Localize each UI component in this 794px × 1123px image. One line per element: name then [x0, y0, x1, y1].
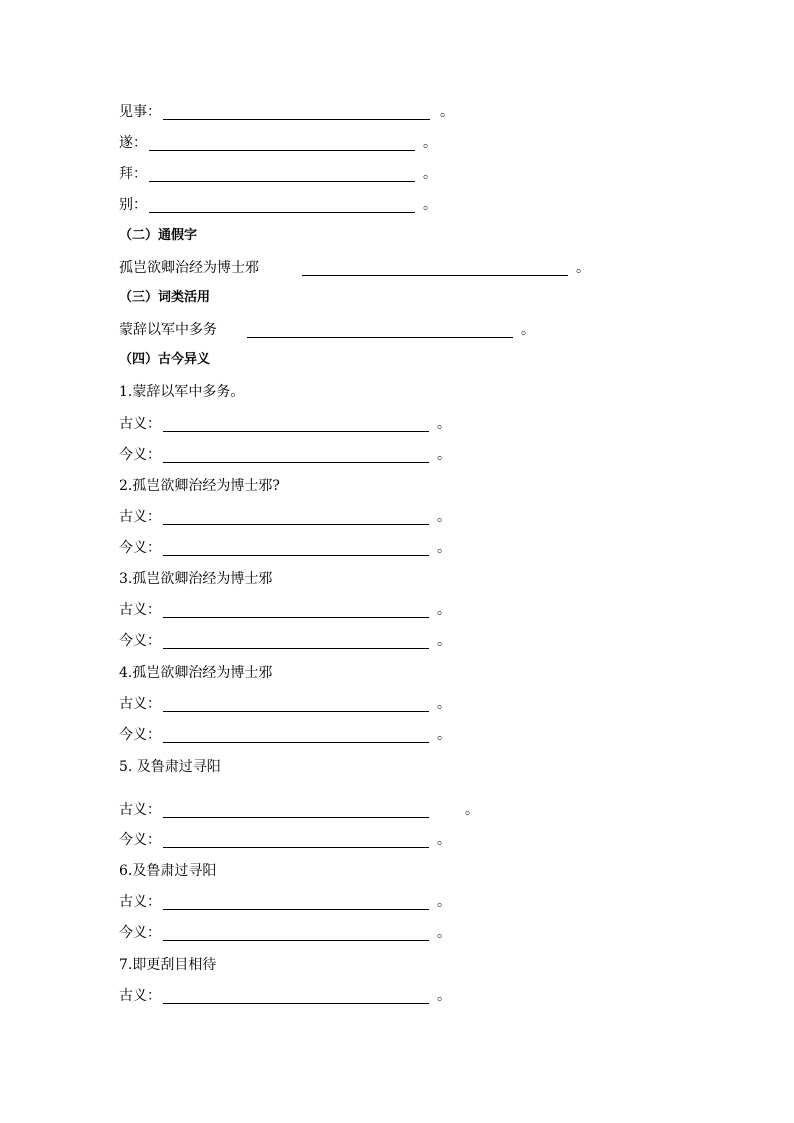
- answer-blank[interactable]: [149, 198, 415, 213]
- item-sentence: 3.孤岂欲卿治经为博士邪: [119, 571, 273, 587]
- period: 。: [521, 322, 535, 338]
- gu-label: 古义：: [119, 602, 161, 618]
- jin-label: 今义：: [119, 832, 161, 848]
- gu-label: 古义：: [119, 894, 161, 910]
- section-title: （二）通假字: [119, 228, 198, 243]
- answer-blank[interactable]: [163, 697, 429, 712]
- answer-blank[interactable]: [163, 728, 429, 743]
- period: 。: [437, 602, 451, 618]
- gujin-jin-row: [119, 923, 451, 943]
- section-title: （四）古今异义: [119, 352, 211, 367]
- item-sentence: 5. 及鲁肃过寻阳: [119, 759, 221, 775]
- gujin-item-title: [119, 861, 216, 881]
- item-sentence: 4.孤岂欲卿治经为博士邪: [119, 665, 273, 681]
- jin-label: 今义：: [119, 633, 161, 649]
- period: 。: [423, 166, 437, 182]
- period: 。: [440, 104, 454, 120]
- shici-row-sui: [119, 133, 437, 153]
- gu-label: 古义：: [119, 802, 161, 818]
- period: 。: [437, 832, 451, 848]
- period: 。: [576, 260, 590, 276]
- item-sentence: 1.蒙辞以军中多务。: [119, 384, 245, 400]
- period: 。: [437, 416, 451, 432]
- section-heading-gujin: [119, 350, 210, 370]
- shici-row-bie: [119, 195, 437, 215]
- term-label: 见事：: [119, 104, 161, 120]
- jin-label: 今义：: [119, 540, 161, 556]
- section-heading-cilei: [119, 288, 210, 308]
- term-label: 别：: [119, 197, 147, 213]
- answer-blank[interactable]: [149, 167, 415, 182]
- term-label: 遂：: [119, 135, 147, 151]
- period: 。: [437, 894, 451, 910]
- gujin-jin-row: [119, 538, 451, 558]
- item-sentence: 6.及鲁肃过寻阳: [119, 863, 217, 879]
- period: 。: [423, 197, 437, 213]
- gujin-gu-row: [119, 694, 451, 714]
- gujin-gu-row: [119, 986, 451, 1006]
- answer-blank[interactable]: [302, 261, 568, 276]
- period: 。: [437, 696, 451, 712]
- answer-blank[interactable]: [163, 448, 429, 463]
- term-label: 拜：: [119, 166, 147, 182]
- period: 。: [465, 802, 479, 818]
- jin-label: 今义：: [119, 925, 161, 941]
- period: 。: [423, 135, 437, 151]
- answer-blank[interactable]: [149, 136, 415, 151]
- gujin-gu-row: [119, 892, 451, 912]
- answer-blank[interactable]: [163, 895, 429, 910]
- answer-blank[interactable]: [163, 541, 429, 556]
- gujin-jin-row: [119, 631, 451, 651]
- answer-blank[interactable]: [163, 634, 429, 649]
- gu-label: 古义：: [119, 416, 161, 432]
- period: 。: [437, 509, 451, 525]
- gujin-jin-row: [119, 445, 451, 465]
- answer-blank[interactable]: [163, 989, 429, 1004]
- answer-blank[interactable]: [247, 323, 513, 338]
- period: 。: [437, 925, 451, 941]
- gujin-item-title: [119, 955, 216, 975]
- gujin-gu-row: [119, 600, 451, 620]
- answer-blank[interactable]: [163, 417, 429, 432]
- sentence-text: 孤岂欲卿治经为博士邪: [119, 260, 259, 276]
- jin-label: 今义：: [119, 727, 161, 743]
- cilei-row: [119, 320, 535, 340]
- gujin-gu-row: [119, 414, 451, 434]
- answer-blank[interactable]: [163, 833, 429, 848]
- shici-row-bai: [119, 164, 437, 184]
- section-heading-tongjia: [119, 226, 197, 246]
- period: 。: [437, 540, 451, 556]
- period: 。: [437, 633, 451, 649]
- period: 。: [437, 447, 451, 463]
- answer-blank[interactable]: [163, 926, 429, 941]
- gujin-jin-row: [119, 725, 451, 745]
- period: 。: [437, 988, 451, 1004]
- jin-label: 今义：: [119, 447, 161, 463]
- tongjia-row: [119, 258, 590, 278]
- period: 。: [437, 727, 451, 743]
- answer-blank[interactable]: [163, 510, 429, 525]
- gujin-item-title: [119, 757, 221, 777]
- section-title: （三）词类活用: [119, 290, 211, 305]
- answer-blank[interactable]: [163, 105, 430, 120]
- gu-label: 古义：: [119, 988, 161, 1004]
- gujin-item-title: [119, 663, 272, 683]
- gujin-gu-row: [119, 800, 479, 820]
- gu-label: 古义：: [119, 696, 161, 712]
- gujin-gu-row: [119, 507, 451, 527]
- gujin-jin-row: [119, 830, 451, 850]
- gujin-item-title: [119, 569, 272, 589]
- item-sentence: 7.即更刮目相待: [119, 957, 217, 973]
- gu-label: 古义：: [119, 509, 161, 525]
- sentence-text: 蒙辞以军中多务: [119, 322, 217, 338]
- answer-blank[interactable]: [163, 603, 429, 618]
- gujin-item-title: [119, 382, 244, 402]
- gujin-item-title: [119, 476, 280, 496]
- item-sentence: 2.孤岂欲卿治经为博士邪?: [119, 478, 280, 494]
- answer-blank[interactable]: [163, 803, 429, 818]
- shici-row-jianshi: [119, 102, 454, 122]
